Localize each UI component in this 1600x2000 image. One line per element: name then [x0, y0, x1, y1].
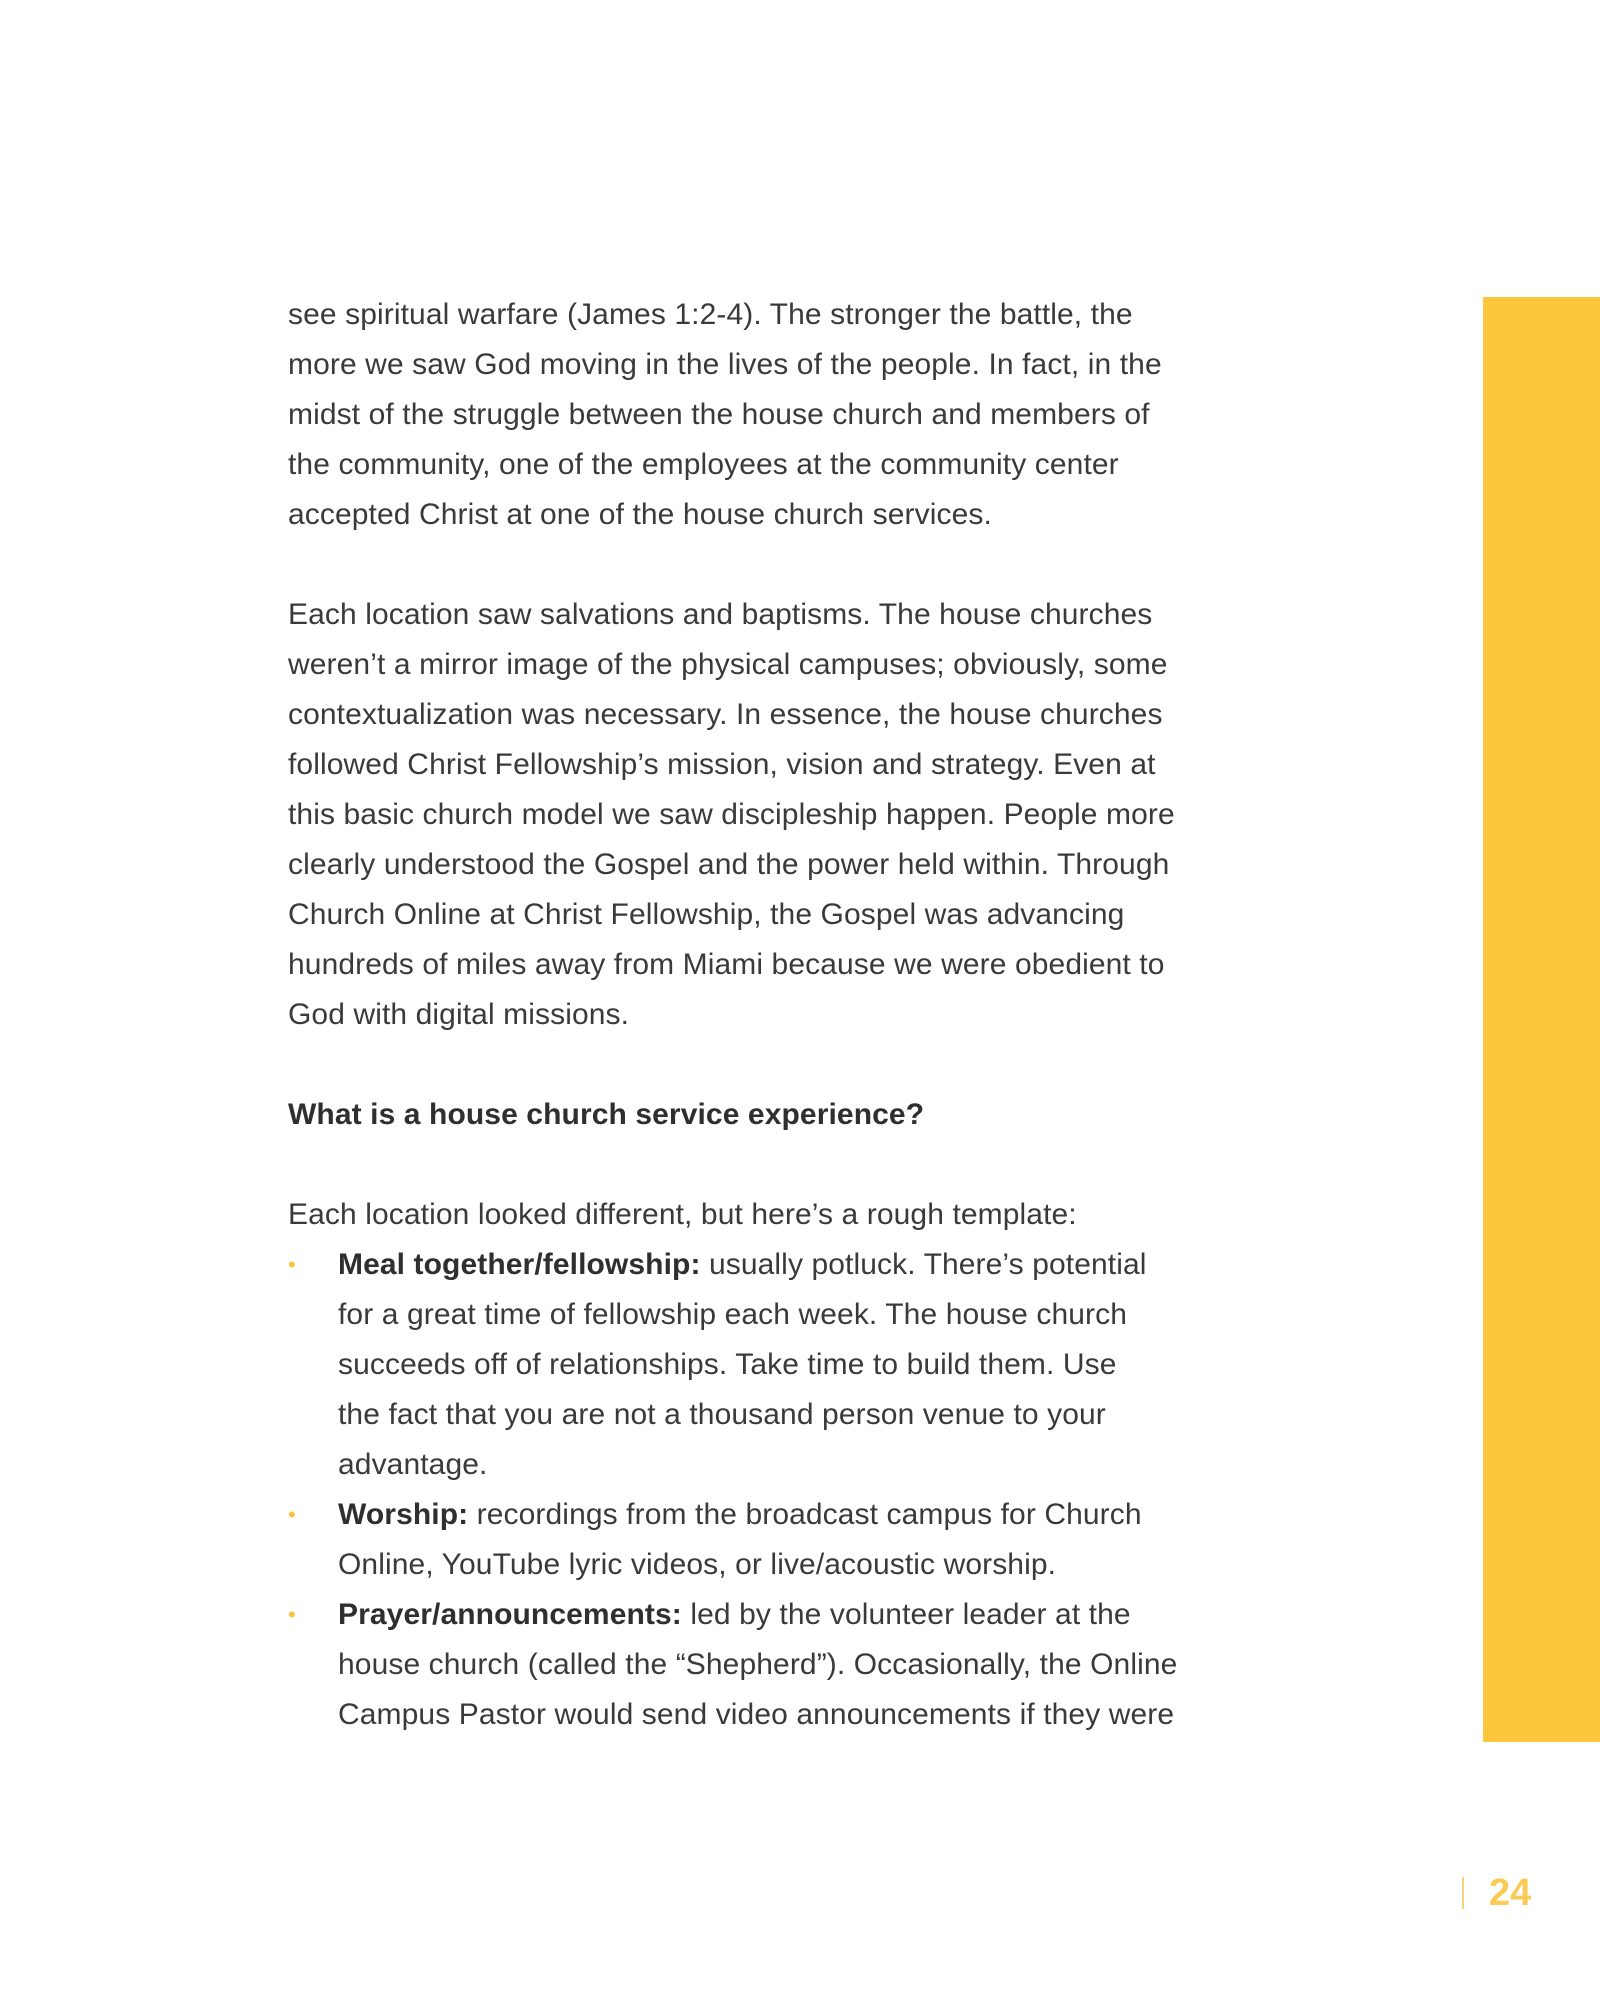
text-line: for a great time of fellowship each week. The house church: [338, 1298, 1128, 1331]
text-line: clearly understood the Gospel and the power held within. Through: [288, 848, 1170, 881]
page-footer: [1462, 1868, 1531, 1918]
text-line: the community, one of the employees at the community center: [288, 448, 1119, 481]
text-line: contextualization was necessary. In essence, the house churches: [288, 698, 1163, 731]
text-line: hundreds of miles away from Miami because we were obedient to: [288, 948, 1165, 981]
text-line: succeeds off of relationships. Take time to build them. Use: [338, 1348, 1117, 1381]
list-term: Meal together/fellowship:: [338, 1248, 701, 1281]
text-line: Each location saw salvations and baptisms. The house churches: [288, 598, 1153, 631]
text-line: led by the volunteer leader at the: [681, 1598, 1131, 1631]
list-term: Prayer/announcements:: [338, 1598, 682, 1631]
text-line: accepted Christ at one of the house church services.: [288, 498, 992, 531]
paragraph-2: [288, 590, 1268, 1040]
text-line: recordings from the broadcast campus for Church: [468, 1498, 1142, 1531]
template-intro: Each location looked different, but here’s a rough template:: [288, 1198, 1077, 1231]
bullet-icon: •: [288, 1602, 296, 1627]
text-line: more we saw God moving in the lives of the people. In fact, in the: [288, 348, 1162, 381]
page-divider: [1462, 1877, 1464, 1909]
text-line: this basic church model we saw discipleship happen. People more: [288, 798, 1175, 831]
accent-side-bar: [1483, 297, 1600, 1742]
page-content: [288, 290, 1268, 1740]
text-line: Campus Pastor would send video announcements if they were: [338, 1698, 1175, 1731]
text-line: usually potluck. There’s potential: [700, 1248, 1147, 1281]
paragraph-1: [288, 290, 1268, 540]
text-line: Online, YouTube lyric videos, or live/acoustic worship.: [338, 1548, 1057, 1581]
list-item-worship: [288, 1490, 1268, 1590]
text-line: midst of the struggle between the house church and members of: [288, 398, 1150, 431]
text-line: advantage.: [338, 1448, 488, 1481]
bullet-icon: •: [288, 1502, 296, 1527]
template-list: [288, 1240, 1268, 1740]
list-item-meal: [288, 1240, 1268, 1490]
text-line: house church (called the “Shepherd”). Occasionally, the Online: [338, 1648, 1178, 1681]
bullet-icon: •: [288, 1252, 296, 1277]
text-line: God with digital missions.: [288, 998, 630, 1031]
text-line: Church Online at Christ Fellowship, the Gospel was advancing: [288, 898, 1125, 931]
text-line: weren’t a mirror image of the physical campuses; obviously, some: [288, 648, 1168, 681]
text-line: see spiritual warfare (James 1:2-4). The stronger the battle, the: [288, 298, 1133, 331]
page-number: 24: [1489, 1871, 1532, 1914]
text-line: the fact that you are not a thousand person venue to your: [338, 1398, 1106, 1431]
list-term: Worship:: [338, 1498, 469, 1531]
section-heading: What is a house church service experience?: [288, 1098, 925, 1131]
text-line: followed Christ Fellowship’s mission, vision and strategy. Even at: [288, 748, 1156, 781]
list-item-prayer: [288, 1590, 1268, 1740]
